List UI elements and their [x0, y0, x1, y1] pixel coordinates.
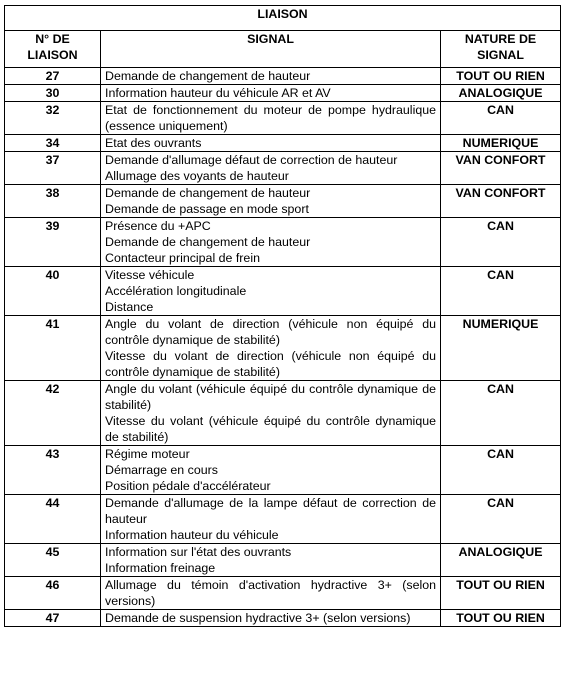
signal-text: Régime moteur	[105, 447, 190, 461]
signal-cell	[101, 185, 441, 218]
liaison-number: 41	[5, 316, 101, 381]
signal-text: Contacteur principal de frein	[105, 251, 260, 265]
signal-text: Angle du volant (véhicule équipé du contrôle dynamique de stabilité)	[105, 382, 436, 412]
signal-nature: TOUT OU RIEN	[441, 577, 561, 610]
liaison-number: 38	[5, 185, 101, 218]
liaison-number: 43	[5, 446, 101, 495]
signal-cell	[101, 135, 441, 152]
signal-nature: ANALOGIQUE	[441, 544, 561, 577]
signal-text: Vitesse du volant de direction (véhicule non équipé du contrôle dynamique de stabilité)	[105, 349, 436, 379]
signal-cell	[101, 544, 441, 577]
signal-text: Allumage du témoin d'activation hydractive 3+ (selon versions)	[105, 578, 436, 608]
table-row	[5, 102, 561, 135]
signal-nature: CAN	[441, 218, 561, 267]
signal-cell	[101, 381, 441, 446]
table-row	[5, 316, 561, 381]
liaison-number: 30	[5, 85, 101, 102]
table-row	[5, 495, 561, 544]
signal-text: Demande de suspension hydractive 3+ (selon versions)	[105, 611, 411, 625]
signal-cell	[101, 316, 441, 381]
header-nature-line-2: SIGNAL	[477, 48, 524, 62]
table-row	[5, 68, 561, 85]
signal-text: Information hauteur du véhicule	[105, 528, 279, 542]
signal-cell	[101, 85, 441, 102]
signal-text: Demande d'allumage défaut de correction de hauteur	[105, 153, 398, 167]
signal-text: Demande d'allumage de la lampe défaut de correction de hauteur	[105, 496, 436, 526]
signal-text: Présence du +APC	[105, 219, 211, 233]
signal-text: Demande de changement de hauteur	[105, 235, 311, 249]
signal-cell	[101, 577, 441, 610]
liaison-table	[4, 5, 561, 627]
liaison-number: 47	[5, 610, 101, 627]
table-row	[5, 135, 561, 152]
signal-text: Distance	[105, 300, 154, 314]
signal-cell	[101, 68, 441, 85]
liaison-number: 44	[5, 495, 101, 544]
signal-text: Etat des ouvrants	[105, 136, 202, 150]
signal-text: Vitesse du volant (véhicule équipé du contrôle dynamique de stabilité)	[105, 414, 436, 444]
header-signal: SIGNAL	[101, 31, 441, 68]
liaison-number: 37	[5, 152, 101, 185]
table-row	[5, 85, 561, 102]
signal-nature: VAN CONFORT	[441, 185, 561, 218]
liaison-number: 34	[5, 135, 101, 152]
signal-nature: CAN	[441, 267, 561, 316]
liaison-number: 40	[5, 267, 101, 316]
table-row	[5, 610, 561, 627]
signal-cell	[101, 218, 441, 267]
signal-cell	[101, 267, 441, 316]
table-row	[5, 185, 561, 218]
header-num-line-1: N° DE	[35, 32, 70, 46]
table-row	[5, 218, 561, 267]
liaison-number: 46	[5, 577, 101, 610]
liaison-number: 27	[5, 68, 101, 85]
table-row	[5, 152, 561, 185]
signal-text: Demande de changement de hauteur	[105, 186, 311, 200]
signal-text: Angle du volant de direction (véhicule non équipé du contrôle dynamique de stabilité)	[105, 317, 436, 347]
table-body	[5, 68, 561, 627]
signal-cell	[101, 495, 441, 544]
signal-nature: TOUT OU RIEN	[441, 68, 561, 85]
title-row	[5, 6, 561, 31]
signal-text: Etat de fonctionnement du moteur de pompe hydraulique (essence uniquement)	[105, 103, 436, 133]
signal-nature: CAN	[441, 495, 561, 544]
signal-cell	[101, 446, 441, 495]
signal-nature: CAN	[441, 446, 561, 495]
header-num	[5, 31, 101, 68]
table-row	[5, 577, 561, 610]
signal-cell	[101, 610, 441, 627]
signal-text: Position pédale d'accélérateur	[105, 479, 271, 493]
header-num-line-2: LIAISON	[27, 48, 78, 62]
signal-nature: NUMERIQUE	[441, 316, 561, 381]
signal-text: Information freinage	[105, 561, 216, 575]
signal-cell	[101, 102, 441, 135]
signal-text: Demande de changement de hauteur	[105, 69, 311, 83]
signal-text: Information hauteur du véhicule AR et AV	[105, 86, 331, 100]
signal-nature: CAN	[441, 381, 561, 446]
table-row	[5, 446, 561, 495]
signal-text: Démarrage en cours	[105, 463, 218, 477]
liaison-number: 39	[5, 218, 101, 267]
signal-text: Accélération longitudinale	[105, 284, 247, 298]
table-row	[5, 544, 561, 577]
header-row	[5, 31, 561, 68]
signal-nature: NUMERIQUE	[441, 135, 561, 152]
signal-cell	[101, 152, 441, 185]
table-row	[5, 267, 561, 316]
liaison-number: 42	[5, 381, 101, 446]
signal-text: Information sur l'état des ouvrants	[105, 545, 292, 559]
liaison-number: 45	[5, 544, 101, 577]
header-nature	[441, 31, 561, 68]
signal-nature: ANALOGIQUE	[441, 85, 561, 102]
header-nature-line-1: NATURE DE	[464, 32, 537, 46]
signal-text: Vitesse véhicule	[105, 268, 195, 282]
liaison-number: 32	[5, 102, 101, 135]
signal-nature: TOUT OU RIEN	[441, 610, 561, 627]
signal-nature: VAN CONFORT	[441, 152, 561, 185]
table-row	[5, 381, 561, 446]
signal-nature: CAN	[441, 102, 561, 135]
signal-text: Allumage des voyants de hauteur	[105, 169, 289, 183]
table-title: LIAISON	[5, 6, 561, 31]
signal-text: Demande de passage en mode sport	[105, 202, 309, 216]
